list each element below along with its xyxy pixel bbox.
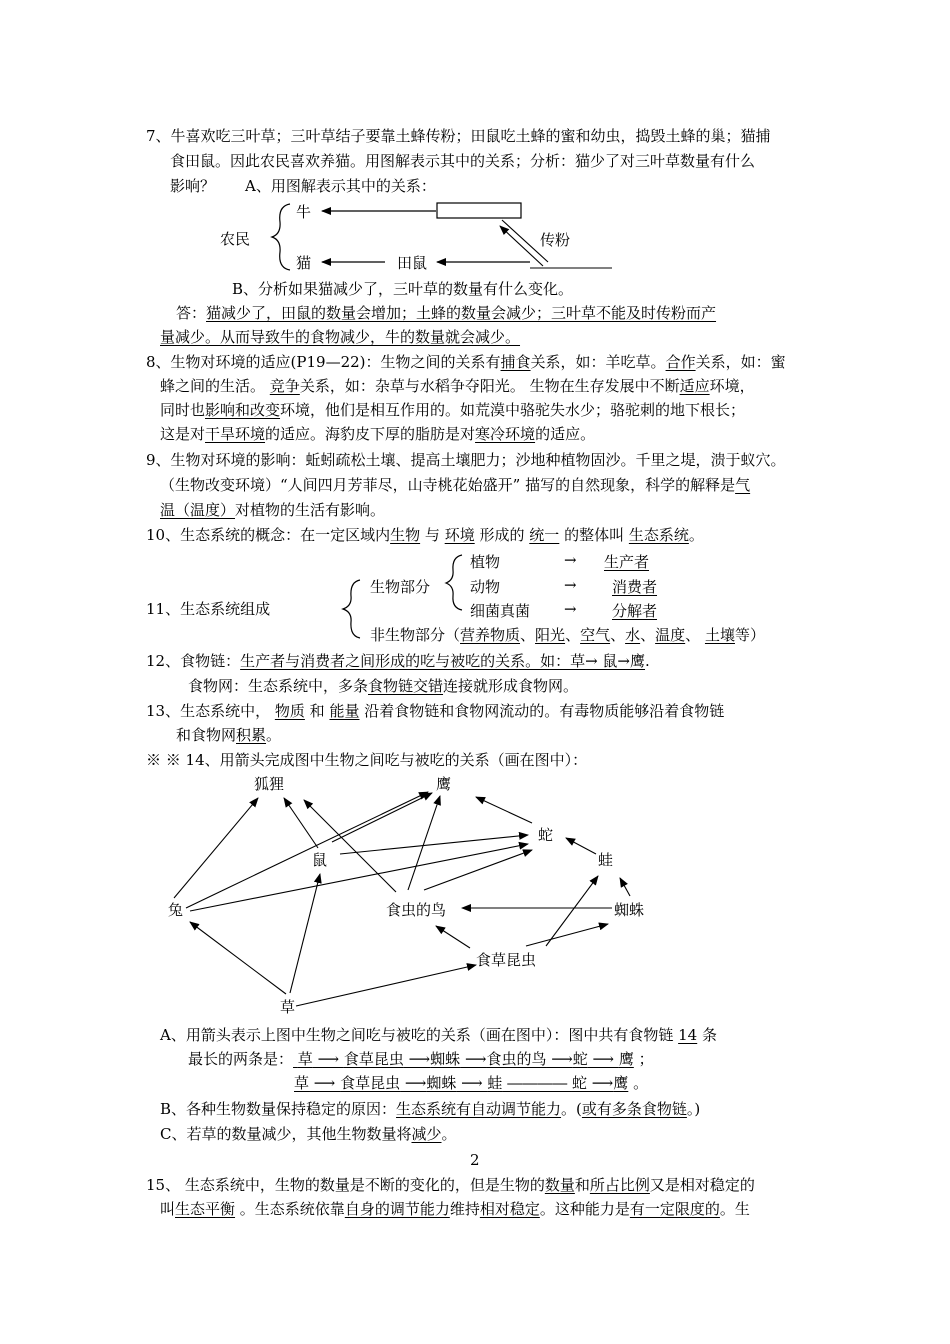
q7-nongmin: 农民 <box>220 230 251 248</box>
q7-line-1: 7、牛喜欢吃三叶草；三叶草结子要靠土蜂传粉；田鼠吃土蜂的蜜和幼虫，捣毁土蜂的巢；猫捕 <box>146 127 771 145</box>
node-ying: 鹰 <box>436 775 452 793</box>
node-she: 蛇 <box>538 826 554 844</box>
q11-producer: 生产者 <box>604 553 650 571</box>
arrow-cao-shu <box>290 874 320 993</box>
q11-arrow-1: → <box>564 551 577 569</box>
q11-plant: 植物 <box>470 553 501 571</box>
q11-animal: 动物 <box>470 578 501 596</box>
node-shu: 鼠 <box>312 851 328 869</box>
q7-niu: 牛 <box>296 203 312 221</box>
q7-line-3a: 影响？ <box>170 177 216 195</box>
q11-decomposer: 分解者 <box>612 602 658 620</box>
arrow-kunchong-niao <box>436 926 470 948</box>
arrow-zhizhu-wa <box>620 878 630 896</box>
arrow-wa-she <box>566 838 596 854</box>
arrow-cao-tu <box>190 922 286 994</box>
arrow-shu-ying <box>332 793 432 842</box>
q14-c-line: C、若草的数量减少，其他生物数量将减少。 <box>160 1125 457 1143</box>
arrow-tu-hu <box>174 798 258 898</box>
q11-nonbio: 非生物部分（营养物质、阳光、空气、水、温度、 土壤等） <box>370 626 765 644</box>
q7-line-3b: A、用图解表示其中的关系： <box>245 177 436 195</box>
node-zhizhu: 蜘蛛 <box>614 901 645 919</box>
q11-arrow-3: → <box>564 600 577 618</box>
arrow-tu-she <box>190 844 528 911</box>
q13-line-2: 和食物网积累。 <box>176 726 282 744</box>
q11-title: 11、生态系统组成 <box>146 600 271 618</box>
q14-b-line: B、各种生物数量保持稳定的原因：生态系统有自动调节能力。(或有多条食物链。) <box>160 1100 701 1118</box>
q10-line: 10、生态系统的概念：在一定区域内生物 与 环境 形成的 统一 的整体叫 生态系统。 <box>146 526 704 544</box>
q11-arrow-2: → <box>564 576 577 594</box>
q7-chuanfen: 传粉 <box>540 231 571 249</box>
node-cao: 草 <box>280 998 296 1016</box>
q7-b: B、分析如果猫减少了，三叶草的数量有什么变化。 <box>232 280 574 298</box>
arrow-kunchong-wa <box>546 876 598 946</box>
q8-line-3: 同时也影响和改变环境，他们是相互作用的。如荒漠中骆驼失水少；骆驼刺的地下根长； <box>160 401 746 419</box>
arrow-kunchong-zhizhu <box>526 924 608 946</box>
q11-bio: 生物部分 <box>370 578 431 596</box>
node-niao: 食虫的鸟 <box>386 901 447 919</box>
q8-line-1: 8、生物对环境的适应(P19—22)：生物之间的关系有捕食关系，如：羊吃草。合作关系，如：蜜 <box>146 353 786 371</box>
q14-title: ※ ※ 14、用箭头完成图中生物之间吃与被吃的关系（画在图中）： <box>146 751 588 769</box>
q9-line-2: （生物改变环境）“人间四月芳菲尽，山寺桃花始盛开” 描写的自然现象，科学的解释是气 <box>160 476 751 494</box>
arrow-she-ying <box>476 797 532 823</box>
node-kunchong: 食草昆虫 <box>476 951 537 969</box>
q12-line-2: 食物网：生态系统中，多条食物链交错连接就形成食物网。 <box>188 677 579 695</box>
q9-line-1: 9、生物对环境的影响：蚯蚓疏松土壤、提高土壤肥力；沙地种植物固沙。千里之堤，溃于蚁穴。 <box>146 451 786 469</box>
q14-a-line-2: 最长的两条是： 草 ⟶ 食草昆虫 ⟶蜘蛛 ⟶食虫的鸟 ⟶蛇 ⟶ 鹰 ； <box>188 1050 654 1068</box>
q13-line-1: 13、生态系统中， 物质 和 能量 沿着食物链和食物网流动的。有毒物质能够沿着食物链 <box>146 702 725 720</box>
arrow-niao-she <box>424 850 532 890</box>
page-number: 2 <box>470 1151 480 1169</box>
q15-line-2: 叫生态平衡 。生态系统依靠自身的调节能力维持相对稳定。这种能力是有一定限度的。生 <box>160 1200 750 1218</box>
q14-a-line-3: 草 ⟶ 食草昆虫 ⟶蜘蛛 ⟶ 蛙 ―――― 蛇 ⟶鹰 。 <box>294 1074 649 1092</box>
arrow-shu-hu <box>284 798 318 848</box>
q9-line-3: 温（温度）对植物的生活有影响。 <box>160 501 386 519</box>
arrow-tu-ying <box>186 792 428 908</box>
node-hu: 狐狸 <box>254 775 285 793</box>
q7-tianshu: 田鼠 <box>397 254 428 272</box>
node-tu: 兔 <box>168 901 184 919</box>
q7-line-2: 食田鼠。因此农民喜欢养猫。用图解表示其中的关系；分析：猫少了对三叶草数量有什么 <box>170 152 756 170</box>
arrow-shu-she <box>340 835 528 854</box>
q11-consumer: 消费者 <box>612 578 658 596</box>
q11-fungi: 细菌真菌 <box>470 602 531 620</box>
q8-line-4: 这是对干旱环境的适应。海豹皮下厚的脂肪是对寒冷环境的适应。 <box>160 425 596 443</box>
q7-mao: 猫 <box>296 254 312 272</box>
q7-answer-1: 答：猫减少了，田鼠的数量会增加；土蜂的数量会减少；三叶草不能及时传粉而产 <box>176 304 717 322</box>
arrow-niao-ying <box>408 796 440 890</box>
node-wa: 蛙 <box>598 851 614 869</box>
q15-line-1: 15、 生态系统中，生物的数量是不断的变化的，但是生物的数量和所占比例又是相对稳定的 <box>146 1176 755 1194</box>
q8-line-2: 蜂之间的生活。 竞争关系，如：杂草与水稻争夺阳光。 生物在生存发展中不断适应环境， <box>160 377 755 395</box>
q12-line-1: 12、食物链：生产者与消费者之间形成的吃与被吃的关系。如：草→ 鼠→鹰. <box>146 652 650 670</box>
q7-answer-2: 量减少。从而导致牛的食物减少，牛的数量就会减少。 <box>160 328 521 346</box>
q14-a-line-1: A、用箭头表示上图中生物之间吃与被吃的关系（画在图中）：图中共有食物链 14 条 <box>160 1026 718 1044</box>
arrow-cao-kunchong <box>296 965 476 1006</box>
